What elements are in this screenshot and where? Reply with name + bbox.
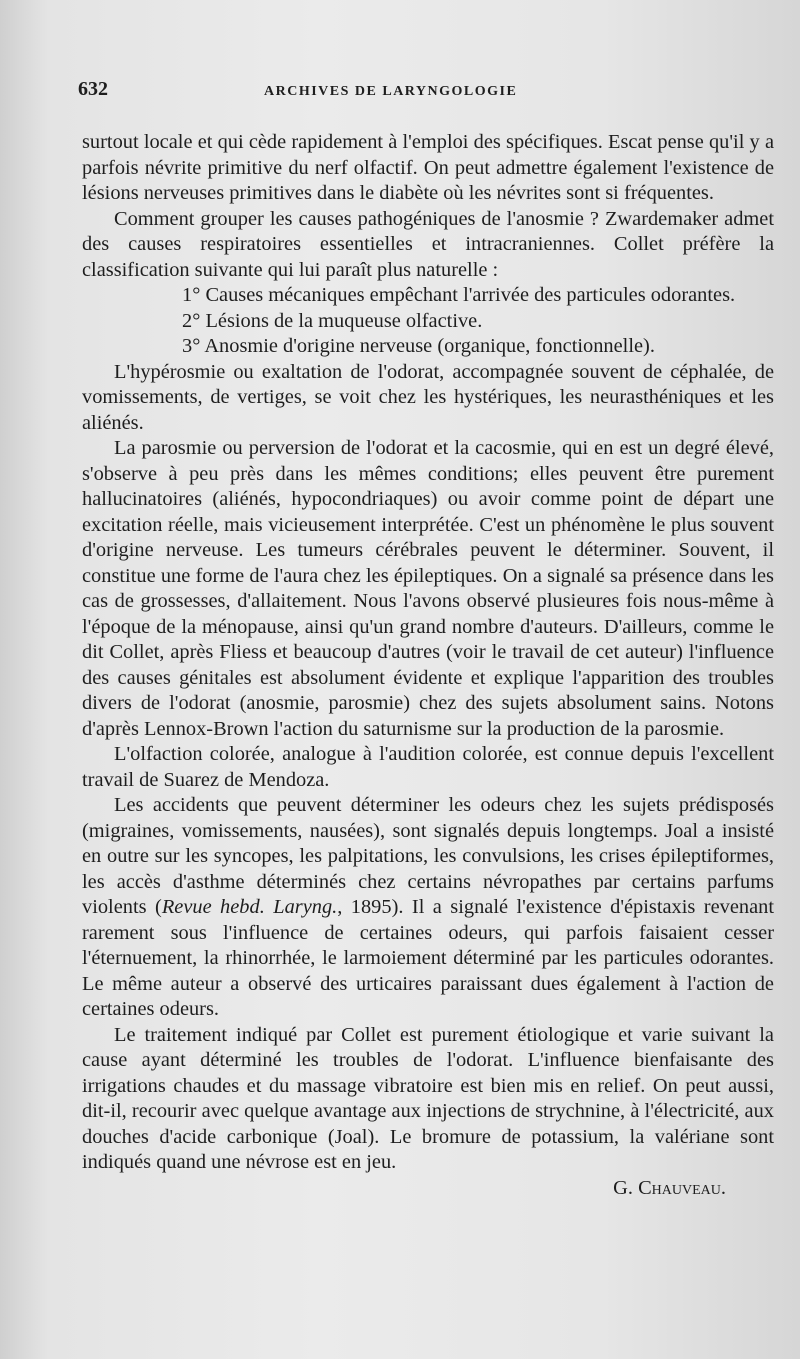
list-item-mechanical: 1° Causes mécaniques empêchant l'arrivée des particules odorantes.: [182, 284, 736, 306]
paragraph-olfaction-coloree: L'olfaction colorée, analogue à l'audition colorée, est connue depuis l'excellent travail de Suarez de Mendoza.: [82, 743, 774, 791]
page-number: 632: [78, 78, 108, 100]
running-title: ARCHIVES DE LARYNGOLOGIE: [264, 84, 518, 99]
paragraph-continuation: surtout locale et qui cède rapidement à l'emploi des spécifiques. Escat pense qu'il y a parfois névrite primitive du nerf olfactif. On peut admettre également l'existence de lésions nerveuses primitives dans le diabète où les névrites sont si fréquentes.: [82, 131, 774, 204]
paragraph-parosmie: La parosmie ou perversion de l'odorat et la cacosmie, qui en est un degré élevé, s'observe à peu près dans les mêmes conditions; elles peuvent être purement hallucinatoires (aliénés, hypocondriaques) ou avoir comme point de départ une excitation réelle, mais vicieusement interprétée. C'est un phénomène le plus souvent d'origine nerveuse. Les tumeurs cérébrales peuvent le déterminer. Souvent, il constitue une forme de l'aura chez les épileptiques. On a signalé sa présence dans les cas de grossesses, d'allaitement. Nous l'avons observé plusieures fois nous-même à l'époque de la ménopause, ainsi qu'un grand nombre d'auteurs. D'ailleurs, comme le dit Collet, après Fliess et beaucoup d'autres (voir le travail de cet auteur) l'influence des causes génitales est absolument évidente et explique l'apparition des troubles divers de l'odorat (anosmie, parosmie) chez des sujets absolument sains. Notons d'après Lennox-Brown l'action du saturnisme sur la production de la parosmie.: [82, 437, 774, 740]
paragraph-traitement-text: Le traitement indiqué par Collet est purement étiologique et varie suivant la cause ayant déterminé les troubles de l'odorat. L'influence bienfaisante des irrigations chaudes et du massage vibratoire est bien mis en relief. On peut aussi, dit-il, recourir avec quelque avantage aux injections de strychnine, à l'électricité, aux douches d'acide carbonique (Joal). Le bromure de potassium, la valériane sont indiqués quand une névrose est en jeu.: [82, 1023, 774, 1173]
paragraph-accidents: [82, 793, 774, 1023]
list-item-nervous: 3° Anosmie d'origine nerveuse (organique, fonctionnelle).: [182, 335, 655, 357]
journal-citation: Revue hebd. Laryng.: [161, 896, 338, 918]
paragraph-accidents-part1: Les accidents que peuvent déterminer les odeurs chez les sujets prédisposés (migraines, vomissements, nausées), sont signalés depuis longtemps. Joal a insisté en outre sur les syncopes, les palpitations, les convulsions, les crises épileptiformes, les accès d'asthme déterminés chez certains névropathes par certains parfums violents (: [82, 794, 774, 918]
page-header: [78, 78, 774, 108]
paragraph-traitement: [82, 1023, 774, 1176]
article-body: [82, 130, 774, 1201]
paragraph-hyperosmie: L'hypérosmie ou exaltation de l'odorat, accompagnée souvent de céphalée, de vomissements, de vertiges, se voit chez les hystériques, les neurasthéniques et les aliénés.: [82, 360, 774, 434]
paragraph-accidents-part2: , 1895). Il a signalé l'existence d'épistaxis revenant rarement sous l'influence de certaines odeurs, qui parfois faisaient cesser l'éternuement, la rhinorrhée, le larmoiement déterminé par les particules odorantes. Le même auteur a observé des urticaires paraissant dues également à l'action de certaines odeurs.: [82, 896, 774, 1020]
list-item-mucosa: 2° Lésions de la muqueuse olfactive.: [182, 309, 483, 332]
signature-text: G. Chauveau.: [613, 1176, 726, 1199]
author-signature: [82, 1176, 774, 1202]
paragraph-anosmie-causes: Comment grouper les causes pathogéniques de l'anosmie ? Zwardemaker admet des causes respiratoires essentielles et intracraniennes. Collet préfère la classification suivante qui lui paraît plus naturelle :: [82, 207, 774, 281]
